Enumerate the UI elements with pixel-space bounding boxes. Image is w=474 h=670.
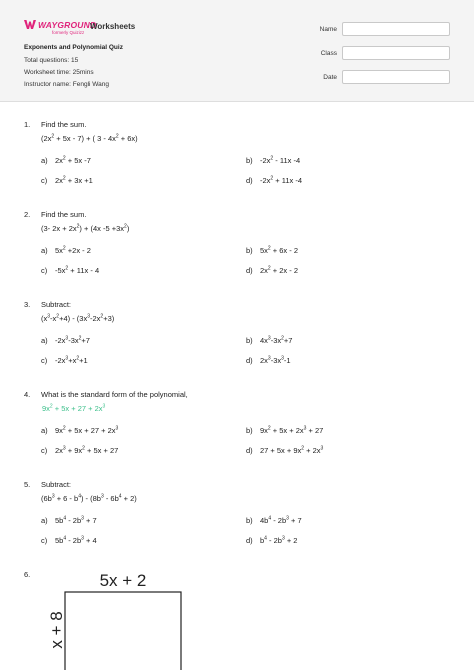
expr-text: 9x	[42, 404, 50, 413]
exponent: 2	[51, 133, 55, 140]
answer-option-c[interactable]	[41, 356, 88, 365]
question-number: 5.	[24, 480, 31, 489]
option-text: 5b	[55, 536, 64, 545]
exponent: 2	[56, 313, 60, 320]
question-prompt: Subtract:	[41, 300, 72, 309]
expr-text: (x	[41, 314, 48, 323]
exponent: 3	[81, 515, 84, 522]
option-text: -3x	[270, 356, 282, 365]
option-text: -5x	[55, 266, 66, 275]
exponent: 2	[267, 265, 271, 272]
answer-option-d[interactable]	[246, 356, 291, 365]
exponent: 2	[65, 265, 69, 272]
quiz-title: Exponents and Polynomial Quiz	[24, 44, 123, 51]
date-field[interactable]	[342, 70, 450, 84]
exponent: 2	[115, 133, 119, 140]
question-prompt: Find the sum.	[41, 210, 87, 219]
expr-text: +3)	[103, 314, 115, 323]
option-text: 2x	[55, 446, 63, 455]
exponent: 4	[78, 493, 81, 500]
option-text: + 6x - 2	[270, 246, 299, 255]
option-text: + 5x + 27 + 2x	[65, 426, 116, 435]
answer-option-b[interactable]	[246, 336, 292, 345]
option-text: 5b	[55, 516, 64, 525]
exponent: 4	[264, 535, 267, 542]
option-text: + 27	[306, 426, 324, 435]
option-text: +7	[81, 336, 90, 345]
exponent: 2	[62, 425, 66, 432]
exponent: 2	[301, 445, 305, 452]
exponent: 2	[62, 175, 66, 182]
doc-type-label: Worksheets	[90, 22, 136, 31]
exponent: 3	[267, 335, 271, 342]
option-text: +x	[68, 356, 77, 365]
option-letter: c)	[41, 446, 48, 455]
option-text: + 11x -4	[273, 176, 303, 185]
exponent: 2	[49, 403, 53, 410]
name-label: Name	[319, 26, 337, 33]
option-letter: a)	[41, 426, 48, 435]
exponent: 2	[270, 155, 274, 162]
exponent: 3	[47, 313, 51, 320]
rectangle-top-label: 5x + 2	[99, 571, 147, 590]
option-text: - 2b	[66, 536, 82, 545]
option-letter: d)	[246, 356, 253, 365]
answer-option-b[interactable]	[246, 426, 323, 435]
exponent: 2	[100, 313, 104, 320]
exponent: 4	[63, 515, 67, 522]
option-text: +2x - 2	[65, 246, 91, 255]
option-text: 27 + 5x + 9x	[260, 446, 302, 455]
expr-text: +4) - (3x	[59, 314, 88, 323]
expr-text: + 5x - 7) + ( 3 - 4x	[54, 134, 116, 143]
answer-option-d[interactable]	[246, 536, 297, 545]
class-label: Class	[320, 50, 337, 57]
wayground-logo	[24, 20, 96, 36]
option-text: + 5x + 2x	[270, 426, 304, 435]
expr-text: -2x	[89, 314, 101, 323]
rectangle-figure	[40, 568, 190, 670]
question-expression	[41, 134, 138, 143]
question-expression	[41, 224, 129, 233]
option-text: b	[260, 536, 265, 545]
question-number: 6.	[24, 570, 31, 579]
question-number: 1.	[24, 120, 31, 129]
class-field[interactable]	[342, 46, 450, 60]
question-number: 3.	[24, 300, 31, 309]
option-text: - 11x -4	[273, 156, 301, 165]
expr-text: -x	[50, 314, 57, 323]
exponent: 2	[267, 425, 271, 432]
exponent: 4	[63, 535, 67, 542]
date-label: Date	[323, 74, 337, 81]
exponent: 2	[124, 223, 127, 230]
option-text: -2x	[260, 156, 271, 165]
answer-option-d[interactable]	[246, 266, 298, 275]
expr-text: + 2)	[121, 494, 137, 503]
answer-option-b[interactable]	[246, 246, 298, 255]
worksheet-header	[0, 0, 474, 102]
expr-text: (3- 2x + 2x	[41, 224, 77, 233]
answer-option-c[interactable]	[41, 446, 118, 455]
option-letter: b)	[246, 156, 253, 165]
option-text: 4b	[260, 516, 269, 525]
option-text: - 2b	[66, 516, 82, 525]
option-letter: d)	[246, 536, 253, 545]
brand-formerly: formerly Quizizz	[52, 30, 85, 35]
answer-option-d[interactable]	[246, 446, 323, 455]
option-text: + 3x +1	[65, 176, 93, 185]
exponent: 3	[303, 425, 307, 432]
total-questions: Total questions: 15	[24, 57, 79, 64]
answer-option-a[interactable]	[41, 516, 97, 525]
option-letter: b)	[246, 336, 253, 345]
answer-option-c[interactable]	[41, 266, 99, 275]
answer-option-d[interactable]	[246, 176, 302, 185]
answer-option-a[interactable]	[41, 426, 118, 435]
option-text: + 7	[83, 516, 97, 525]
question-prompt: Subtract:	[41, 480, 72, 489]
option-text: 9x	[260, 426, 268, 435]
option-text: + 11x - 4	[68, 266, 100, 275]
exponent: 3	[65, 355, 69, 362]
option-text: + 4	[83, 536, 97, 545]
question-prompt: What is the standard form of the polynomial,	[41, 390, 188, 399]
expr-text: ) - (8b	[80, 494, 101, 503]
option-text: + 5x + 27	[84, 446, 119, 455]
expr-text: (6b	[41, 494, 52, 503]
option-letter: b)	[246, 246, 253, 255]
option-text: -3x	[270, 336, 282, 345]
instructor-name: Instructor name: Fengli Wang	[24, 81, 110, 88]
exponent: 2	[62, 245, 66, 252]
worksheet-time: Worksheet time: 25mins	[24, 69, 94, 76]
answer-option-b[interactable]	[246, 516, 302, 525]
question-prompt: Find the sum.	[41, 120, 87, 129]
exponent: 3	[281, 355, 284, 362]
answer-option-a[interactable]	[41, 156, 91, 165]
option-letter: a)	[41, 246, 48, 255]
exponent: 3	[87, 313, 90, 320]
exponent: 2	[267, 245, 271, 252]
expr-text: ) + (4x -5 +3x	[79, 224, 125, 233]
option-letter: b)	[246, 426, 253, 435]
brand-logo-icon	[24, 20, 36, 30]
exponent: 2	[76, 355, 80, 362]
answer-option-c[interactable]	[41, 536, 97, 545]
option-letter: a)	[41, 516, 48, 525]
option-text: -2x	[55, 356, 66, 365]
rectangle-side-label: x + 8	[47, 611, 66, 649]
option-text: -2x	[260, 176, 271, 185]
exponent: 2	[270, 175, 274, 182]
exponent: 3	[281, 535, 285, 542]
expr-text: + 6 - b	[54, 494, 79, 503]
exponent: 3	[100, 493, 104, 500]
exponent: 2	[62, 155, 66, 162]
brand-name: WAYGROUND	[38, 20, 97, 30]
rectangle-shape	[65, 592, 181, 670]
option-letter: c)	[41, 356, 48, 365]
option-letter: b)	[246, 516, 253, 525]
expr-text: (2x	[41, 134, 52, 143]
exponent: 3	[286, 515, 289, 522]
option-text: -3x	[68, 336, 79, 345]
question-expression	[42, 404, 105, 413]
exponent: 3	[115, 425, 119, 432]
exponent: 3	[102, 403, 106, 410]
exponent: 4	[118, 493, 122, 500]
exponent: 2	[76, 223, 80, 230]
option-text: + 2	[284, 536, 298, 545]
exponent: 3	[51, 493, 55, 500]
option-text: -1	[283, 356, 291, 365]
answer-option-a[interactable]	[41, 336, 90, 345]
option-text: 4x	[260, 336, 268, 345]
option-letter: c)	[41, 266, 48, 275]
option-letter: c)	[41, 536, 48, 545]
name-field[interactable]	[342, 22, 450, 36]
exponent: 3	[267, 355, 271, 362]
option-letter: d)	[246, 176, 253, 185]
option-text: 2x	[55, 156, 63, 165]
option-letter: d)	[246, 446, 253, 455]
option-text: 9x	[55, 426, 63, 435]
option-letter: a)	[41, 336, 48, 345]
option-text: + 2x	[304, 446, 321, 455]
expr-text: + 5x + 27 + 2x	[52, 404, 103, 413]
option-text: -2x	[55, 336, 66, 345]
option-text: + 5x -7	[65, 156, 91, 165]
exponent: 4	[268, 515, 272, 522]
option-text: 2x	[260, 266, 268, 275]
exponent: 3	[81, 535, 84, 542]
answer-option-c[interactable]	[41, 176, 93, 185]
question-number: 2.	[24, 210, 31, 219]
answer-option-b[interactable]	[246, 156, 300, 165]
question-expression	[41, 314, 114, 323]
exponent: 3	[62, 445, 66, 452]
option-text: + 2x - 2	[270, 266, 299, 275]
exponent: 3	[65, 335, 69, 342]
option-letter: d)	[246, 266, 253, 275]
option-text: +1	[79, 356, 88, 365]
option-text: 5x	[260, 246, 268, 255]
option-text: +7	[283, 336, 293, 345]
expr-text: )	[126, 224, 130, 233]
option-text: + 7	[288, 516, 302, 525]
option-text: 2x	[55, 176, 63, 185]
option-letter: a)	[41, 156, 48, 165]
question-number: 4.	[24, 390, 31, 399]
exponent: 2	[78, 335, 82, 342]
question-expression	[41, 494, 137, 503]
exponent: 3	[320, 445, 324, 452]
option-text: - 2b	[271, 516, 287, 525]
option-letter: c)	[41, 176, 48, 185]
answer-option-a[interactable]	[41, 246, 91, 255]
option-text: + 9x	[65, 446, 83, 455]
expr-text: + 6x)	[118, 134, 138, 143]
option-text: 5x	[55, 246, 63, 255]
option-text: - 2b	[266, 536, 282, 545]
exponent: 2	[82, 445, 85, 452]
expr-text: - 6b	[103, 494, 119, 503]
option-text: 2x	[260, 356, 268, 365]
exponent: 2	[281, 335, 284, 342]
